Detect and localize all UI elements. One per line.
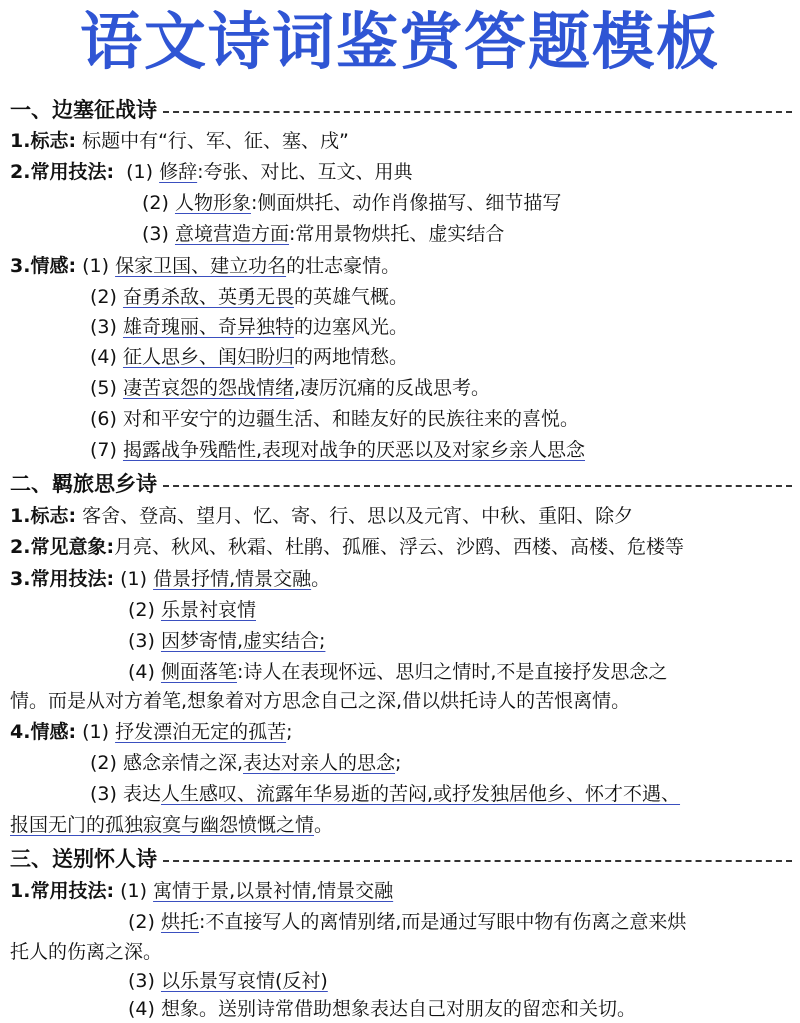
list-item bbox=[128, 908, 792, 936]
item-number: (1) bbox=[120, 568, 148, 590]
underlined-text: 保家卫国、建立功名 bbox=[115, 255, 287, 277]
item-text: 。 bbox=[311, 568, 331, 590]
underlined-text: 报国无门的孤独寂寞与幽怨愤慨之情 bbox=[10, 814, 315, 836]
item-number: (1) bbox=[82, 721, 110, 743]
item-number: (4) bbox=[128, 998, 155, 1020]
item-text: 表达 bbox=[122, 783, 161, 805]
item-number: (1) bbox=[120, 880, 148, 902]
underlined-text: 乐景衬哀情 bbox=[160, 599, 256, 621]
item-label: 1.标志: bbox=[10, 130, 77, 152]
item-number: (2) bbox=[90, 752, 117, 774]
list-item bbox=[90, 780, 792, 808]
item-text: 的两地情愁。 bbox=[293, 346, 408, 368]
item-number: (4) bbox=[90, 346, 117, 368]
item-number: (1) bbox=[126, 161, 154, 183]
item-text: 的英雄气概。 bbox=[293, 286, 408, 308]
list-item bbox=[10, 811, 792, 839]
list-item bbox=[128, 658, 792, 686]
list-item bbox=[128, 596, 792, 624]
item-text: :侧面烘托、动作肖像描写、细节描写 bbox=[250, 192, 562, 214]
item-label: 1.标志: bbox=[10, 505, 77, 527]
underlined-text: 表达对亲人的思念 bbox=[243, 752, 396, 774]
item-text: 的边塞风光。 bbox=[293, 316, 408, 338]
list-item bbox=[90, 343, 792, 371]
item-number: (4) bbox=[128, 661, 155, 683]
list-item bbox=[10, 252, 792, 280]
list-item bbox=[90, 313, 792, 341]
section-heading-text: 一、边塞征战诗 bbox=[10, 98, 157, 122]
item-text: 的壮志豪情。 bbox=[286, 255, 401, 277]
underlined-text: 修辞 bbox=[159, 161, 198, 183]
page-title: 语文诗词鉴赏答题模板 bbox=[79, 5, 720, 78]
item-text: 标题中有“行、军、征、塞、戌” bbox=[82, 130, 349, 152]
item-label: 3.情感: bbox=[10, 255, 77, 277]
item-text: 托人的伤离之深。 bbox=[10, 941, 163, 963]
item-text: :夸张、对比、互文、用典 bbox=[197, 161, 413, 183]
item-text: 想象。送别诗常借助想象表达自己对朋友的留恋和关切。 bbox=[160, 998, 636, 1020]
list-item bbox=[90, 749, 792, 777]
item-number: (6) bbox=[90, 408, 117, 430]
underlined-text: 抒发漂泊无定的孤苦 bbox=[115, 721, 287, 743]
section-heading-3 bbox=[10, 845, 792, 873]
item-number: (3) bbox=[128, 630, 155, 652]
item-text: ; bbox=[395, 752, 402, 774]
section-heading-text: 二、羁旅思乡诗 bbox=[10, 472, 157, 496]
item-text: 感念亲情之深, bbox=[122, 752, 244, 774]
item-number: (3) bbox=[142, 223, 169, 245]
item-number: (3) bbox=[90, 783, 117, 805]
underlined-text: 寓情于景,以景衬情,情景交融 bbox=[153, 880, 394, 902]
list-item bbox=[142, 220, 792, 248]
underlined-text: 奋勇杀敌、英勇无畏 bbox=[122, 286, 294, 308]
item-text: 情。而是从对方着笔,想象着对方思念自己之深,借以烘托诗人的苦恨离情。 bbox=[10, 690, 631, 712]
item-text: 客舍、登高、望月、忆、寄、行、思以及元宵、中秋、重阳、除夕 bbox=[82, 505, 634, 527]
list-item bbox=[128, 995, 792, 1023]
underlined-text: 烘托 bbox=[160, 911, 199, 933]
item-text: 月亮、秋风、秋霜、杜鹃、孤雁、浮云、沙鸥、西楼、高楼、危楼等 bbox=[114, 536, 685, 558]
list-item bbox=[128, 627, 792, 655]
list-item bbox=[10, 718, 792, 746]
underlined-text: 凄苦哀怨的怨战情绪 bbox=[122, 377, 294, 399]
list-item bbox=[128, 967, 792, 995]
list-item bbox=[10, 565, 792, 593]
list-item bbox=[90, 283, 792, 311]
item-number: (2) bbox=[90, 286, 117, 308]
list-item bbox=[90, 405, 792, 433]
item-number: (7) bbox=[90, 439, 117, 461]
item-text: :常用景物烘托、虚实结合 bbox=[288, 223, 505, 245]
underlined-text: 借景抒情,情景交融 bbox=[153, 568, 312, 590]
item-label: 3.常用技法: bbox=[10, 568, 115, 590]
item-number: (3) bbox=[128, 970, 155, 992]
underlined-text: 以乐景写哀情(反衬) bbox=[160, 970, 328, 992]
list-item bbox=[10, 938, 792, 966]
underlined-text: 人物形象 bbox=[174, 192, 251, 214]
dashed-divider bbox=[163, 485, 792, 487]
item-number: (2) bbox=[128, 599, 155, 621]
item-text: ; bbox=[286, 721, 293, 743]
list-item bbox=[142, 189, 792, 217]
list-item bbox=[10, 687, 792, 715]
item-text: :诗人在表现怀远、思归之情时,不是直接抒发思念之 bbox=[236, 661, 668, 683]
underlined-text: 揭露战争残酷性,表现对战争的厌恶以及对家乡亲人思念 bbox=[122, 439, 586, 461]
dashed-divider bbox=[163, 111, 792, 113]
item-label: 2.常见意象: bbox=[10, 536, 115, 558]
list-item bbox=[10, 127, 792, 155]
item-label: 2.常用技法: bbox=[10, 161, 115, 183]
list-item bbox=[10, 158, 792, 186]
item-number: (2) bbox=[142, 192, 169, 214]
list-item bbox=[10, 877, 792, 905]
item-text: 对和平安宁的边疆生活、和睦友好的民族往来的喜悦。 bbox=[122, 408, 579, 430]
underlined-text: 侧面落笔 bbox=[160, 661, 237, 683]
underlined-text: 征人思乡、闺妇盼归 bbox=[122, 346, 294, 368]
item-text: ,凄厉沉痛的反战思考。 bbox=[293, 377, 491, 399]
item-number: (2) bbox=[128, 911, 155, 933]
list-item bbox=[10, 533, 792, 561]
list-item bbox=[90, 374, 792, 402]
dashed-divider bbox=[163, 860, 792, 862]
item-label: 4.情感: bbox=[10, 721, 77, 743]
list-item bbox=[90, 436, 792, 464]
underlined-text: 雄奇瑰丽、奇异独特 bbox=[122, 316, 294, 338]
item-text: :不直接写人的离情别绪,而是通过写眼中物有伤离之意来烘 bbox=[198, 911, 687, 933]
item-text: 。 bbox=[314, 814, 334, 836]
underlined-text: 因梦寄情,虚实结合; bbox=[160, 630, 326, 652]
section-heading-text: 三、送别怀人诗 bbox=[10, 847, 157, 871]
item-number: (1) bbox=[82, 255, 110, 277]
item-number: (5) bbox=[90, 377, 117, 399]
list-item bbox=[10, 502, 792, 530]
section-heading-1 bbox=[10, 96, 792, 124]
item-number: (3) bbox=[90, 316, 117, 338]
underlined-text: 人生感叹、流露年华易逝的苦闷,或抒发独居他乡、怀才不遇、 bbox=[160, 783, 681, 805]
underlined-text: 意境营造方面 bbox=[174, 223, 289, 245]
item-label: 1.常用技法: bbox=[10, 880, 115, 902]
section-heading-2 bbox=[10, 470, 792, 498]
